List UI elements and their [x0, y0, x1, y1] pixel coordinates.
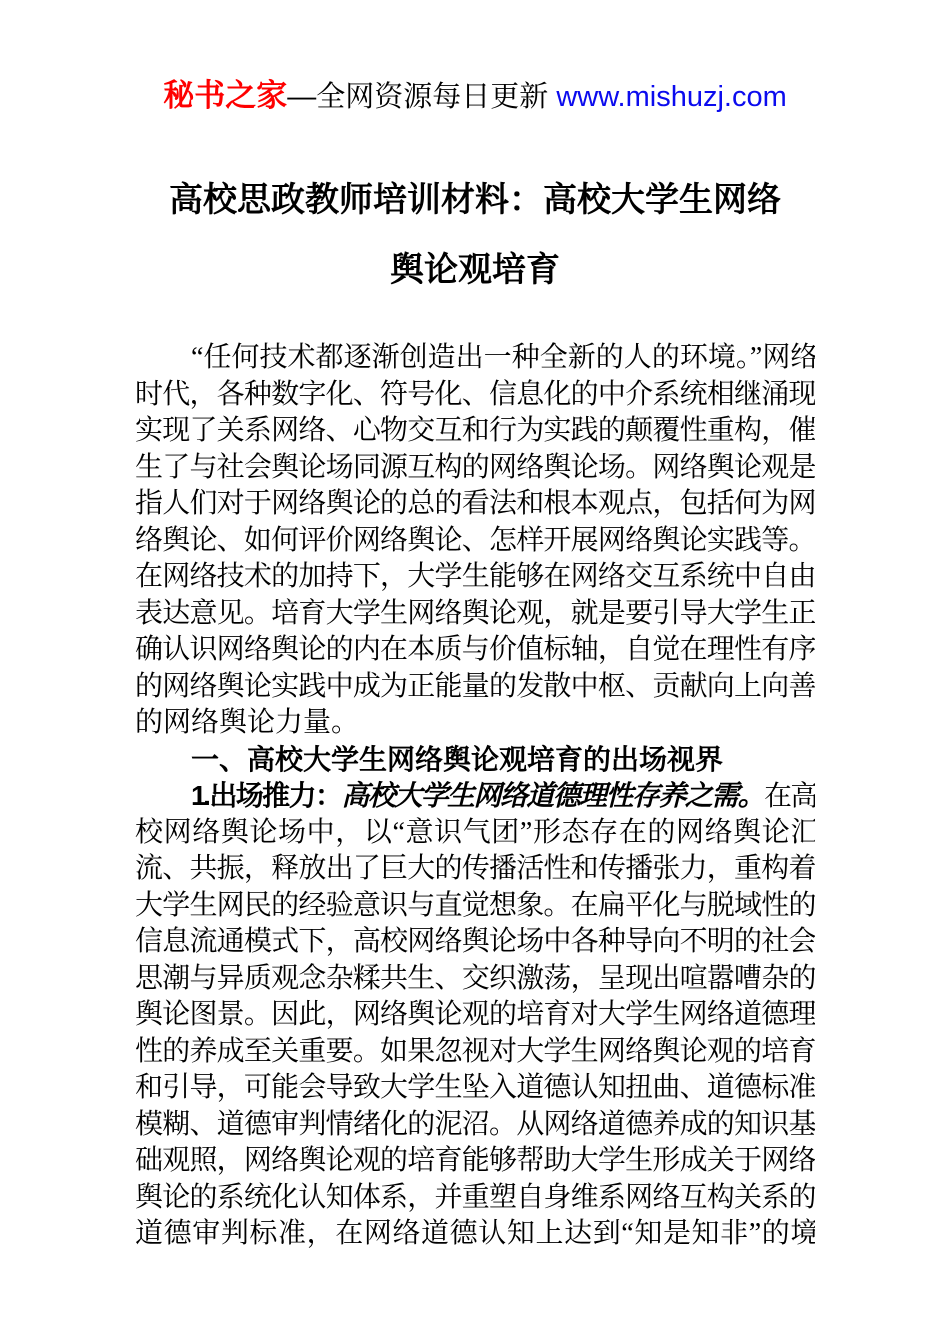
- subheading-title: 高校大学生网络道德理性存养之需。: [341, 780, 764, 811]
- paragraph-line: 的网络舆论实践中成为正能量的发散中枢、贡献向上向善: [135, 670, 815, 702]
- paragraph-line: 在网络技术的加持下，大学生能够在网络交互系统中自由: [135, 561, 815, 592]
- paragraph-line: 舆论图景。因此，网络舆论观的培育对大学生网络道德理: [135, 999, 815, 1030]
- paragraph-line: 流、共振，释放出了巨大的传播活性和传播张力，重构着: [135, 853, 815, 884]
- site-header: [0, 78, 950, 115]
- paragraph-line: 实现了关系网络、心物交互和行为实践的颠覆性重构，催: [135, 415, 815, 446]
- paragraph-line: 确认识网络舆论的内在本质与价值标轴，自觉在理性有序: [135, 634, 815, 665]
- site-url-link[interactable]: www.mishuzj.com: [556, 81, 787, 113]
- paragraph-line: 性的养成至关重要。如果忽视对大学生网络舆论观的培育: [135, 1035, 815, 1067]
- title-line-2: 舆论观培育: [390, 251, 560, 289]
- paragraph-line: 大学生网民的经验意识与直觉想象。在扁平化与脱域性的: [135, 889, 815, 921]
- section-heading: 一、高校大学生网络舆论观培育的出场视界: [191, 743, 724, 775]
- paragraph-line: “任何技术都逐渐创造出一种全新的人的环境。”网络: [191, 342, 815, 373]
- paragraph-line: 模糊、道德审判情绪化的泥沼。从网络道德养成的知识基: [135, 1108, 815, 1140]
- document-body: [135, 340, 815, 1253]
- paragraph-line: 的网络舆论力量。: [135, 707, 360, 738]
- paragraph-line: 信息流通模式下，高校网络舆论场中各种导向不明的社会: [135, 926, 815, 957]
- paragraph-line: 络舆论、如何评价网络舆论、怎样开展网络舆论实践等。: [135, 524, 815, 556]
- paragraph-line: 生了与社会舆论场同源互构的网络舆论场。网络舆论观是: [135, 451, 815, 483]
- paragraph-line: 舆论的系统化认知体系，并重塑自身维系网络互构关系的: [135, 1181, 815, 1213]
- header-tagline: 全网资源每日更新: [316, 81, 557, 113]
- paragraph-line: 表达意见。培育大学生网络舆论观，就是要引导大学生正: [135, 597, 815, 629]
- title-line-1: 高校思政教师培训材料：高校大学生网络: [169, 181, 781, 219]
- paragraph-line: 校网络舆论场中，以“意识气团”形态存在的网络舆论汇: [135, 816, 815, 848]
- paragraph-line: 和引导，可能会导致大学生坠入道德认知扭曲、道德标准: [135, 1072, 815, 1103]
- paragraph-line: 时代，各种数字化、符号化、信息化的中介系统相继涌现: [135, 378, 815, 410]
- paragraph-line: 础观照，网络舆论观的培育能够帮助大学生形成关于网络: [135, 1145, 815, 1176]
- paragraph-line: 思潮与异质观念杂糅共生、交织激荡，呈现出喧嚣嘈杂的: [135, 962, 815, 994]
- paragraph-line: [135, 778, 815, 815]
- document-title: [0, 165, 950, 305]
- paragraph-line-text: 在高: [763, 781, 815, 812]
- paragraph-line: 道德审判标准，在网络道德认知上达到“知是知非”的境: [135, 1218, 815, 1249]
- header-dash: —: [287, 81, 317, 113]
- subheading-number: 1.出场推力：: [191, 780, 342, 811]
- site-brand: 秘书之家: [163, 78, 288, 113]
- paragraph-line: 指人们对于网络舆论的总的看法和根本观点，包括何为网: [135, 488, 815, 519]
